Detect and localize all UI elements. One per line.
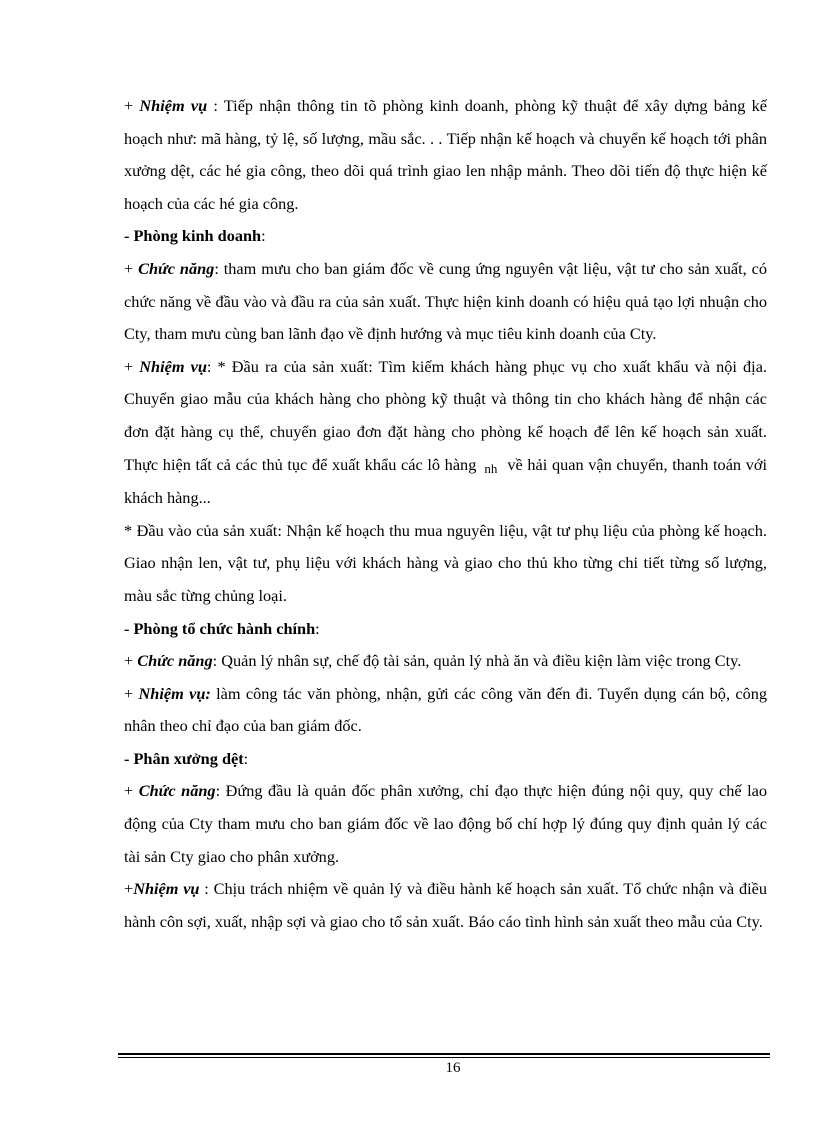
bullet-prefix: +	[124, 258, 139, 278]
paragraph-text-continued: về hải quan vận chuyển, thanh toán với khách hàng...	[124, 454, 768, 508]
paragraph-text: * Đầu vào của sản xuất: Nhận kế hoạch thu mua nguyên liệu, vật tư phụ liệu của phòng kế hoạch. Giao nhận len, vật tư, phụ liệu với khách hàng và giao cho thủ kho từng chi tiết từng số lượng, màu sắc từng chủng loại.	[124, 520, 767, 605]
paragraph-phan-xuong-chuc-nang	[124, 775, 767, 873]
paragraph-kinh-doanh-chuc-nang	[124, 253, 767, 351]
label-chuc-nang: Chức năng	[137, 651, 213, 671]
heading-colon: :	[315, 618, 320, 638]
bullet-prefix: +	[124, 879, 134, 899]
bullet-prefix: +	[124, 651, 138, 671]
heading-text: - Phòng kinh doanh	[124, 226, 262, 246]
label-nhiem-vu: Nhiệm vụ:	[138, 683, 211, 703]
paragraph-text: làm công tác văn phòng, nhận, gửi các công văn đến đi. Tuyển dụng cán bộ, công nhân theo chỉ đạo của ban giám đốc.	[124, 683, 767, 736]
heading-colon: :	[243, 748, 249, 768]
label-chuc-nang: Chức năng	[138, 258, 215, 278]
label-nhiem-vu: Nhiệm vụ	[139, 356, 207, 376]
bullet-prefix: +	[124, 683, 139, 703]
section-heading-phong-to-chuc-hanh-chinh	[124, 613, 767, 646]
paragraph-kinh-doanh-nhiem-vu	[124, 351, 767, 515]
label-nhiem-vu: Nhiệm vụ	[133, 879, 200, 899]
bullet-prefix: +	[124, 356, 140, 376]
section-heading-phan-xuong-det	[124, 743, 767, 776]
paragraph-text: : Tiếp nhận thông tin tõ phòng kinh doanh, phòng kỹ thuật để xây dựng bảng kế hoạch như: mã hàng, tỷ lệ, số lượng, mầu sắc. . . Tiếp nhận kế hoạch và chuyển kế hoạch tới phân xưởng dệt, các hé gia công, theo dõi quá trình giao len nhập mảnh. Theo dõi tiến độ thực hiện kế hoạch của các hé gia công.	[124, 96, 767, 213]
footer-divider	[118, 1053, 770, 1058]
page-number: 16	[445, 1060, 461, 1076]
label-nhiem-vu: Nhiệm vụ	[139, 96, 208, 115]
paragraph-text: : Quản lý nhân sự, chế độ tài sản, quản lý nhà ăn và điều kiện làm việc trong Cty.	[212, 651, 742, 671]
paragraph-text: : Chịu trách nhiệm về quản lý và điều hành kế hoạch sản xuất. Tổ chức nhận và điều hành côn sợi, xuất, nhập sợi và giao cho tổ sản xuất. Báo cáo tình hình sản xuất theo mẫu của Cty.	[124, 879, 767, 931]
paragraph-hanh-chinh-nhiem-vu	[124, 678, 767, 743]
label-chuc-nang: Chức năng	[138, 781, 216, 801]
paragraph-phan-xuong-nhiem-vu	[124, 873, 767, 938]
document-body	[124, 90, 767, 938]
paragraph-hanh-chinh-chuc-nang	[124, 645, 767, 678]
paragraph-ke-hoach-nhiem-vu	[124, 90, 767, 220]
heading-colon: :	[261, 226, 266, 246]
stray-text-fragment: nh	[484, 460, 498, 476]
paragraph-text: : Đứng đầu là quản đốc phân xưởng, chỉ đạo thực hiện đúng nội quy, quy chế lao động của Cty tham mưu cho ban giám đốc về lao động bố chí hợp lý đúng quy định quản lý các tài sản Cty giao cho phân xưởng.	[124, 781, 767, 866]
paragraph-dau-vao-san-xuat	[124, 515, 767, 613]
heading-text: - Phòng tổ chức hành chính	[124, 618, 316, 638]
paragraph-text: : tham mưu cho ban giám đốc về cung ứng nguyên vật liệu, vật tư cho sản xuất, có chức năng về đầu vào và đầu ra của sản xuất. Thực hiện kinh doanh có hiệu quả tạo lợi nhuận cho Cty, tham mưu cùng ban lãnh đạo về định hướng và mục tiêu kinh doanh của Cty.	[124, 258, 767, 344]
heading-text: - Phân xưởng dệt	[124, 748, 244, 768]
paragraph-text: : * Đầu ra của sản xuất: Tìm kiếm khách hàng phục vụ cho xuất khẩu và nội địa. Chuyển giao mẫu của khách hàng cho phòng kỹ thuật và thông tin cho khách hàng để nhận các đơn đặt hàng cụ thể, chuyển giao đơn đặt hàng cho phòng kế hoạch để lên kế hoạch sản xuất. Thực hiện tất cả các thủ tục để xuất khẩu các lô hàng	[124, 356, 767, 474]
bullet-prefix: +	[124, 96, 140, 115]
bullet-prefix: +	[124, 781, 139, 801]
section-heading-phong-kinh-doanh	[124, 220, 767, 253]
